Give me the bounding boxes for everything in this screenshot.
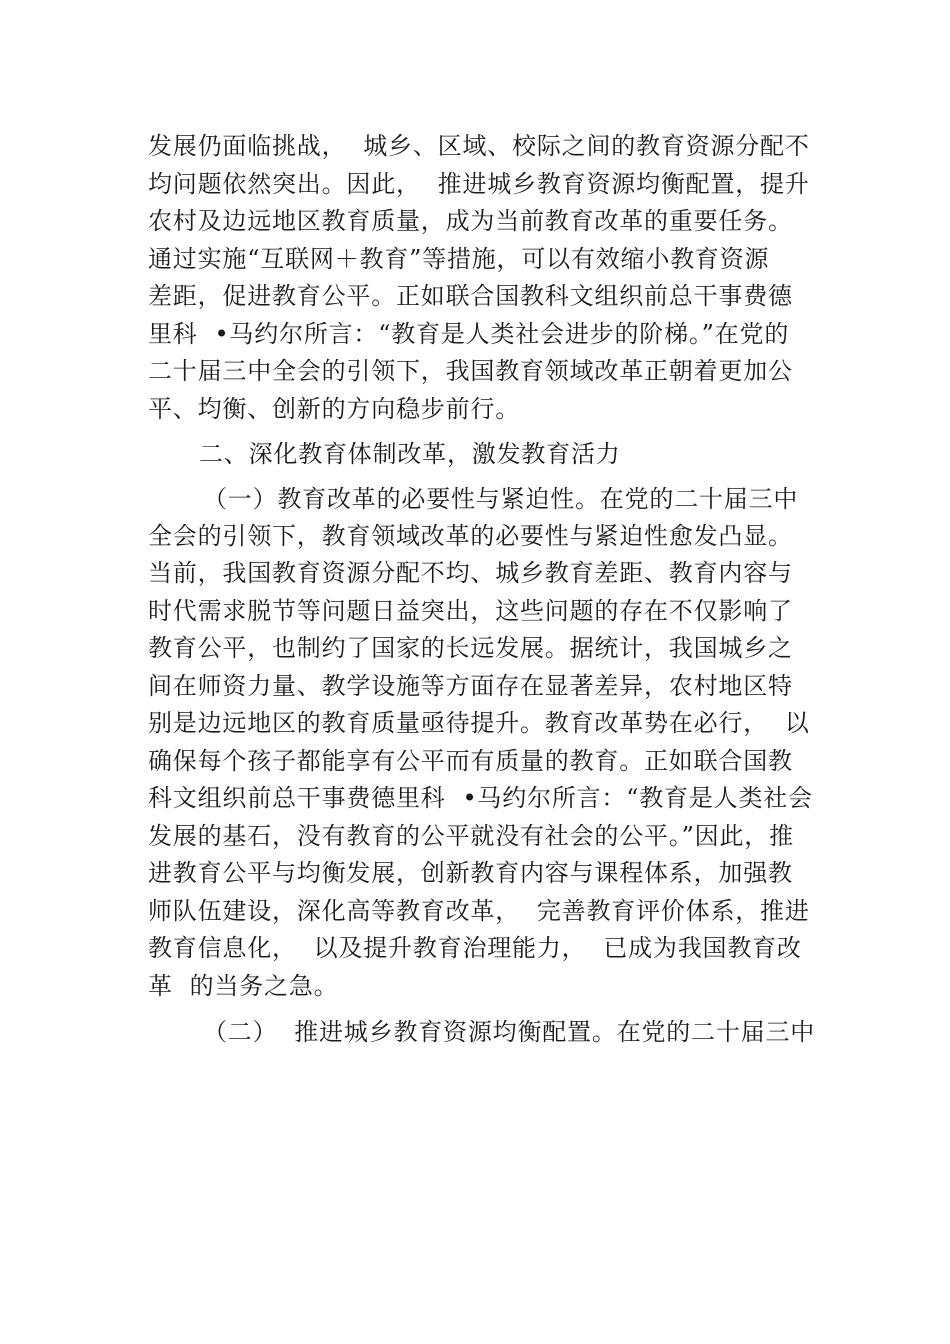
text-line: 确保每个孩子都能享有公平而有质量的教育。正如联合国教 xyxy=(148,747,793,775)
text-line: 时代需求脱节等问题日益突出，这些问题的存在不仅影响了 xyxy=(148,597,793,625)
text-line: 间在师资力量、教学设施等方面存在显著差异，农村地区特 xyxy=(148,672,793,700)
text-line: 教育信息化， 以及提升教育治理能力， 已成为我国教育改 xyxy=(148,934,802,962)
text-line: 二十届三中全会的引领下，我国教育领域改革正朝着更加公 xyxy=(148,357,793,385)
text-line: 平、均衡、创新的方向稳步前行。 xyxy=(148,395,520,423)
text-line: 差距，促进教育公平。正如联合国教科文组织前总干事费德 xyxy=(148,282,793,310)
text-line: 科文组织前总干事费德里科 •马约尔所言：“教育是人类社会 xyxy=(148,784,813,812)
text-line: 全会的引领下，教育领域改革的必要性与紧迫性愈发凸显。 xyxy=(148,522,793,550)
subsection-heading-line: （一）教育改革的必要性与紧迫性。在党的二十届三中 xyxy=(203,485,799,513)
text-line: 当前，我国教育资源分配不均、城乡教育差距、教育内容与 xyxy=(148,559,793,587)
text-line: 通过实施“互联网＋教育”等措施，可以有效缩小教育资源 xyxy=(148,245,770,273)
text-line: 均问题依然突出。因此， 推进城乡教育资源均衡配置，提升 xyxy=(148,170,810,198)
text-line: 里科 •马约尔所言：“教育是人类社会进步的阶梯。”在党的 xyxy=(148,320,790,348)
section-heading: 二、深化教育体制改革，激发教育活力 xyxy=(199,440,621,468)
text-line: 农村及边远地区教育质量，成为当前教育改革的重要任务。 xyxy=(148,207,793,235)
text-line: 师队伍建设，深化高等教育改革， 完善教育评价体系，推进 xyxy=(148,897,810,925)
text-line: 发展的基石，没有教育的公平就没有社会的公平。”因此，推 xyxy=(148,822,794,850)
subsection-heading-line: （二） 推进城乡教育资源均衡配置。在党的二十届三中 xyxy=(203,1018,816,1046)
text-line: 革 的当务之急。 xyxy=(148,972,339,1000)
text-line: 发展仍面临挑战， 城乡、区域、校际之间的教育资源分配不 xyxy=(148,132,810,160)
text-line: 教育公平，也制约了国家的长远发展。据统计，我国城乡之 xyxy=(148,634,793,662)
text-line: 进教育公平与均衡发展，创新教育内容与课程体系，加强教 xyxy=(148,859,793,887)
text-line: 别是边远地区的教育质量亟待提升。教育改革势在必行， 以 xyxy=(148,709,810,737)
